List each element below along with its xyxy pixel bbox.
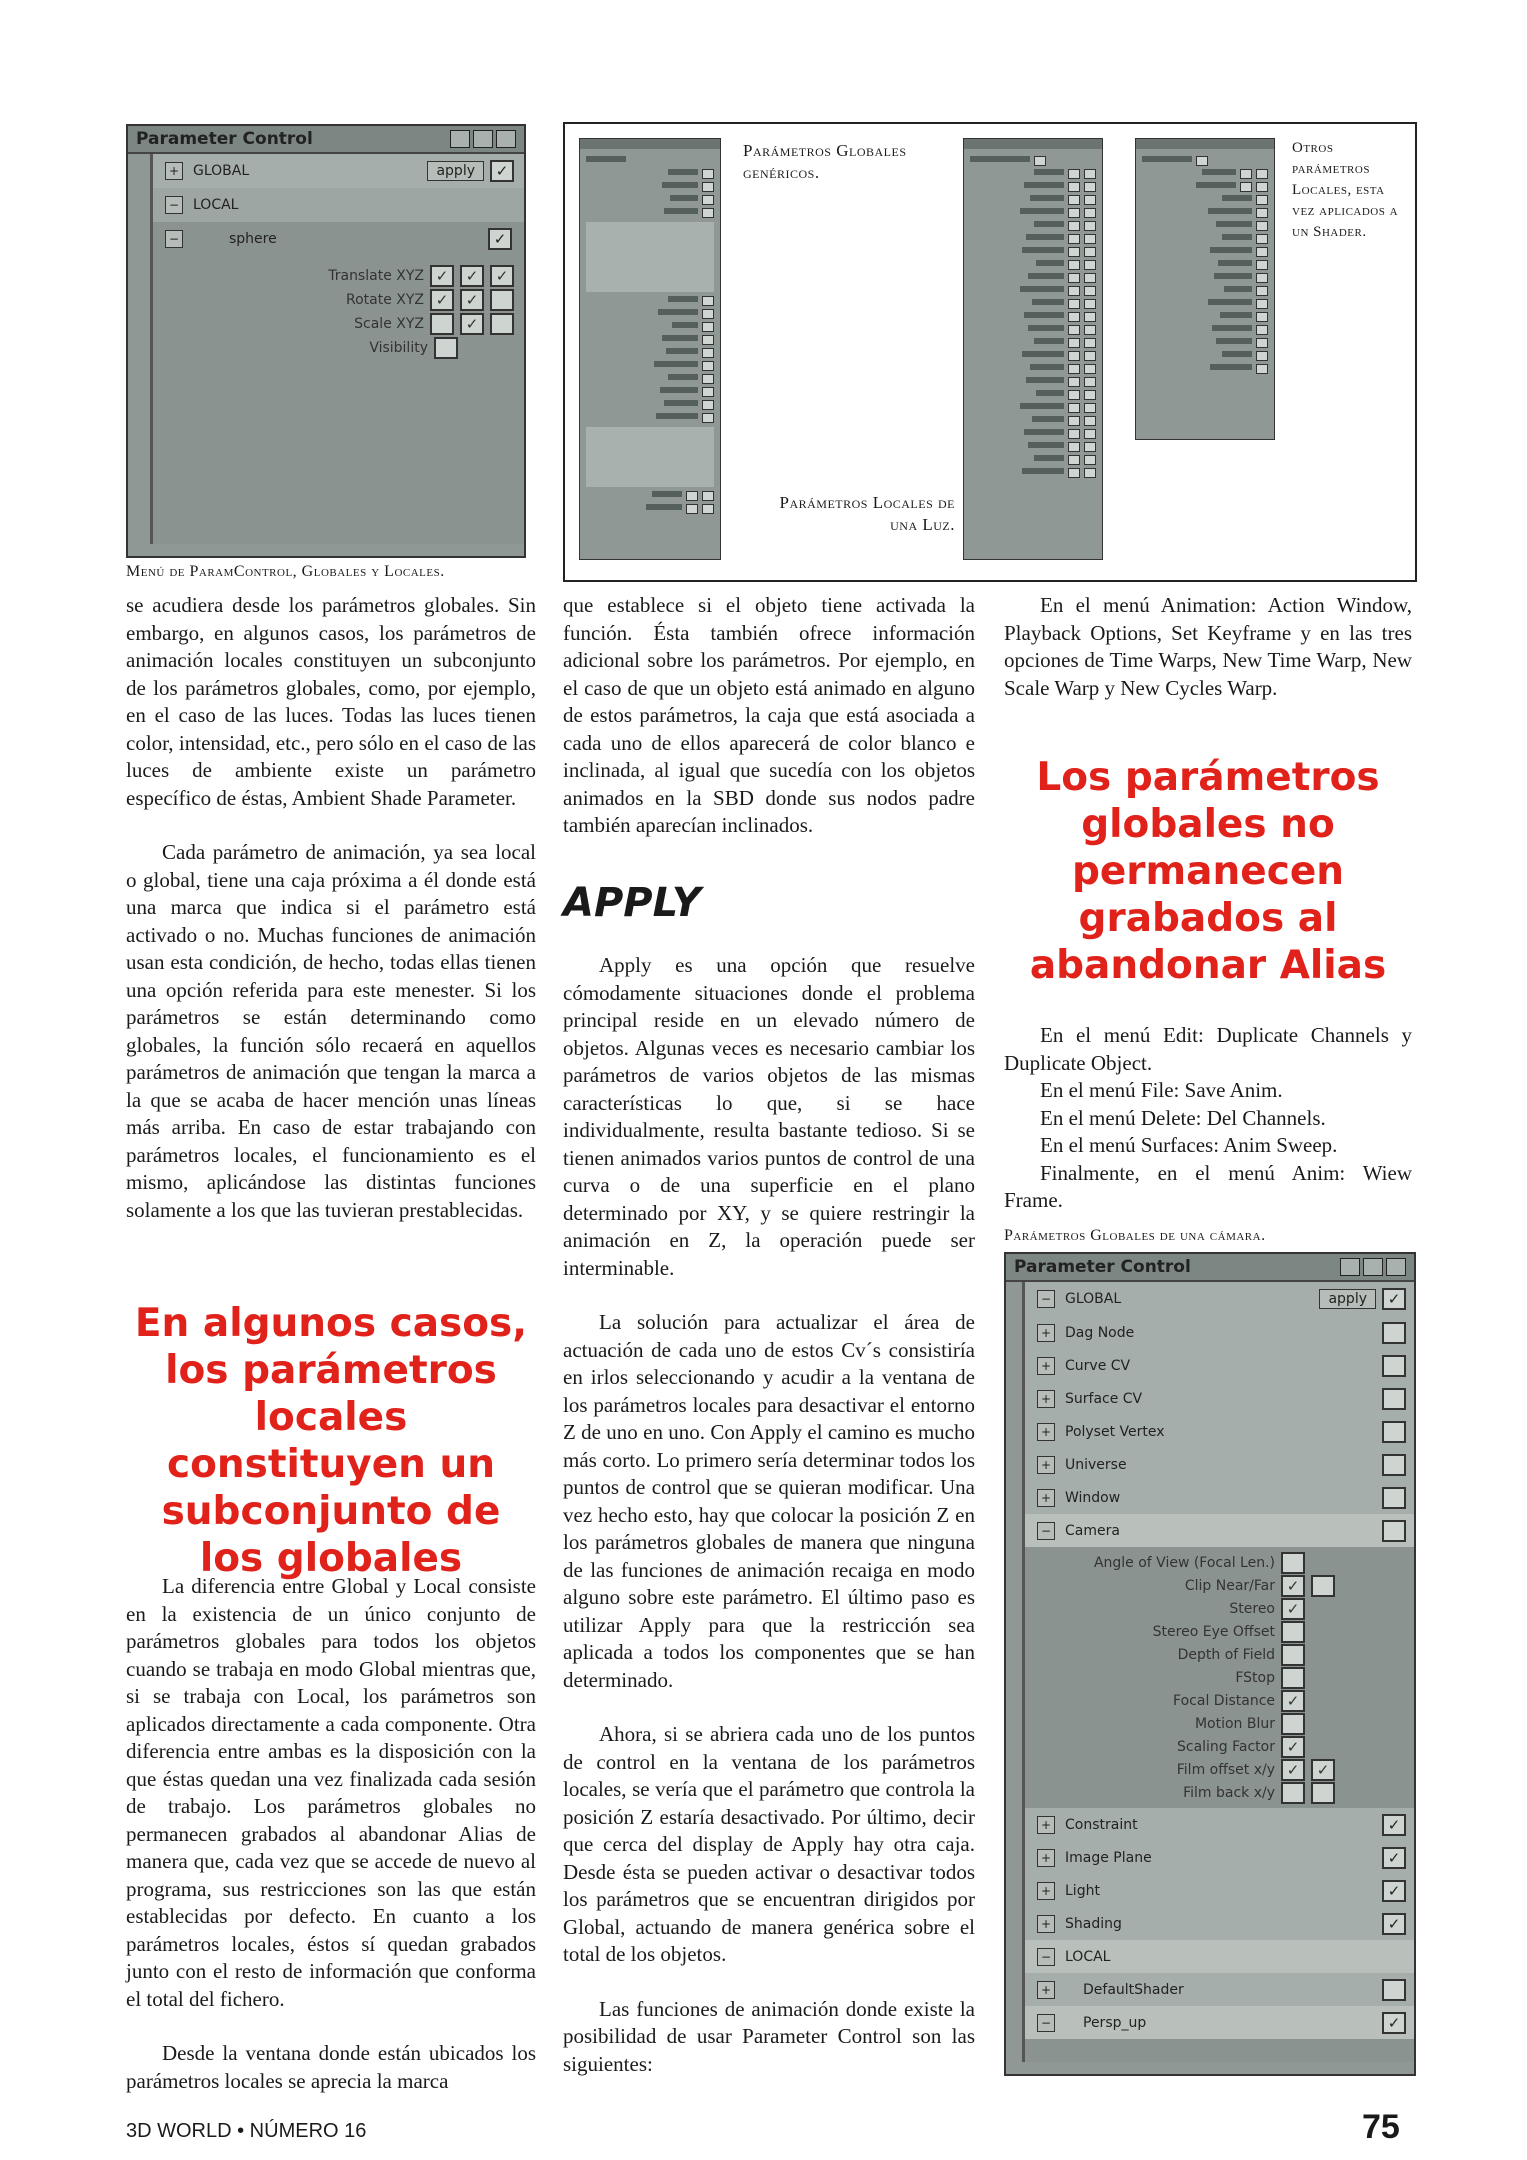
camera-param: Stereo ✓ — [1025, 1597, 1335, 1620]
camera-param: Clip Near/Far ✓ — [1025, 1574, 1335, 1597]
camera-param: Focal Distance ✓ — [1025, 1689, 1335, 1712]
window-button-icon[interactable] — [1340, 1258, 1360, 1276]
local-persp-up[interactable]: − Persp_up ✓ — [1025, 2006, 1414, 2039]
checkbox[interactable]: ✓ — [430, 289, 454, 311]
expand-icon[interactable]: + — [1037, 1816, 1055, 1834]
expand-icon[interactable]: − — [165, 196, 183, 214]
param-control-window-small — [126, 124, 526, 558]
camera-param: Stereo Eye Offset — [1025, 1620, 1335, 1643]
global-checkbox[interactable]: ✓ — [490, 160, 514, 182]
checkbox[interactable]: ✓ — [1281, 1598, 1305, 1620]
checkbox[interactable]: ✓ — [460, 313, 484, 335]
paragraph: Cada parámetro de animación, ya sea local o global, tiene una caja próxima a él donde está una marca que indica si el parámetro está activado o no. Muchas funciones de animación usan esta condición, de hecho, todas ellas tienen una opción referida para este menester. Si los parámetros se están determinando como globales, la función sólo recaerá en aquellos parámetros de animación que tengan la marca a la que se acaba de hacer mención unas líneas más arriba. En caso de estar trabajando con parámetros locales, el funcionamiento es el mismo, aplicándose las distintas funciones solamente a los que las tuvieran prestablecidas. — [126, 840, 536, 1222]
camera-param: Film offset x/y ✓ ✓ — [1025, 1758, 1335, 1781]
param-scale: Scale XYZ ✓ — [153, 312, 514, 336]
global-label: GLOBAL — [1065, 1291, 1122, 1307]
window-button-icon[interactable] — [496, 130, 516, 148]
category-camera[interactable]: − Camera — [1025, 1514, 1414, 1547]
param-translate: Translate XYZ ✓ ✓ ✓ — [153, 264, 514, 288]
local-light-window — [963, 138, 1103, 560]
param-control-window-camera — [1004, 1252, 1416, 2076]
camera-param: Scaling Factor ✓ — [1025, 1735, 1335, 1758]
checkbox[interactable]: ✓ — [1281, 1736, 1305, 1758]
paragraph: La diferencia entre Global y Local consiste en la existencia de un único conjunto de parámetros globales para todos los objetos cuando se trabaja en modo Global mientras que, si se trabaja con Local, los parámetros son aplicados directamente a cada componente. Otra diferencia entre ambas es la disposición con la que éstas quedan una vez finalizada cada sesión de trabajo. Los parámetros globales no permanecen grabados al abandonar Alias de manera que, cada vez que se accede de nuevo al programa, sus restricciones son las que están establecidas por defecto. En cuanto a los parámetros locales, éstos sí quedan grabados junto con el resto de información que conforma el total del fichero. — [126, 1574, 536, 2011]
camera-param: FStop — [1025, 1666, 1335, 1689]
checkbox[interactable] — [430, 313, 454, 335]
local-row[interactable] — [153, 188, 524, 222]
category-polyset-vertex[interactable]: + Polyset Vertex — [1025, 1415, 1414, 1448]
param-visibility: Visibility — [153, 336, 514, 360]
checkbox[interactable] — [1281, 1644, 1305, 1666]
sphere-row[interactable] — [153, 222, 524, 256]
local-default-shader[interactable]: + DefaultShader — [1025, 1973, 1414, 2006]
checkbox[interactable]: ✓ — [1281, 1690, 1305, 1712]
checkbox[interactable] — [1311, 1575, 1335, 1597]
checkbox[interactable]: ✓ — [1382, 1847, 1406, 1869]
expand-icon[interactable]: + — [1037, 1882, 1055, 1900]
expand-icon[interactable]: − — [1037, 1522, 1055, 1540]
caption-menu: Menú de ParamControl, Globales y Locales. — [126, 563, 445, 580]
local-row[interactable]: − LOCAL — [1025, 1940, 1414, 1973]
column-1-top — [126, 592, 536, 1251]
window-button-icon[interactable] — [1386, 1258, 1406, 1276]
sphere-checkbox[interactable]: ✓ — [488, 228, 512, 250]
expand-icon[interactable]: + — [1037, 1423, 1055, 1441]
paragraph: Las funciones de animación donde existe la posibilidad de usar Parameter Control son las siguientes: — [563, 1996, 975, 2076]
checkbox[interactable]: ✓ — [1281, 1575, 1305, 1597]
paragraph: En el menú Edit: Duplicate Channels y Duplicate Object. — [1004, 1023, 1412, 1075]
column-2-top — [563, 592, 975, 867]
page-number — [1362, 2108, 1400, 2147]
column-3-top — [1004, 592, 1412, 729]
checkbox[interactable]: ✓ — [1382, 1880, 1406, 1902]
checkbox[interactable]: ✓ — [1281, 1759, 1305, 1781]
paragraph: Ahora, si se abriera cada uno de los puntos de control en la ventana de los parámetros locales, se vería que el parámetro que controla la posición Z estaría desactivado. Por último, decir que cerca del display de Apply hay otra caja. Desde ésta se pueden activar o desactivar todos los parámetros que se encuentran dirigidos por Global, actuando de manera genérica sobre el total de los objetos. — [563, 1722, 975, 1966]
footer-magazine: 3D WORLD • NÚMERO 16 — [126, 2120, 367, 2142]
checkbox[interactable] — [1281, 1713, 1305, 1735]
checkbox[interactable]: ✓ — [1382, 1814, 1406, 1836]
window-button-icon[interactable] — [473, 130, 493, 148]
category-image-plane[interactable]: + Image Plane ✓ — [1025, 1841, 1414, 1874]
paragraph: En el menú File: Save Anim. — [1040, 1078, 1283, 1102]
category-window[interactable]: + Window — [1025, 1481, 1414, 1514]
caption-locales-luz: Parámetros Locales de una Luz. — [779, 493, 955, 534]
expand-icon[interactable]: + — [1037, 1489, 1055, 1507]
caption-camara: Parámetros Globales de una cámara. — [1004, 1227, 1266, 1244]
expand-icon[interactable]: + — [1037, 1390, 1055, 1408]
category-universe[interactable]: + Universe — [1025, 1448, 1414, 1481]
local-label: LOCAL — [193, 197, 239, 213]
window-button-icon[interactable] — [450, 130, 470, 148]
checkbox[interactable] — [1382, 1979, 1406, 2001]
window-titlebar — [128, 126, 524, 154]
paragraph: Apply es una opción que resuelve cómodamente situaciones donde el problema principal reside en un elevado número de objetos. Algunas veces es necesario cambiar los parámetros de varios objetos de las mismas características lo que, si se hace individualmente, resulta bastante tedioso. Si se tienen animados varios puntos de control de una curva o de una superficie en el plano determinado por XY, y se quiere restringir la animación en Z, la operación puede ser interminable. — [563, 953, 975, 1280]
checkbox[interactable] — [1281, 1621, 1305, 1643]
checkbox[interactable]: ✓ — [490, 265, 514, 287]
checkbox[interactable] — [490, 313, 514, 335]
checkbox[interactable]: ✓ — [1311, 1759, 1335, 1781]
expand-icon[interactable]: − — [1037, 1290, 1055, 1308]
expand-icon[interactable]: + — [1037, 1981, 1055, 1999]
heading-apply: APPLY — [563, 880, 701, 926]
caption-globales: Parámetros Globales genéricos. — [743, 141, 907, 182]
paragraph: Finalmente, en el menú Anim: Wiew Frame. — [1004, 1160, 1412, 1212]
paragraph: Desde la ventana donde están ubicados los parámetros locales se aprecia la marca — [126, 2041, 536, 2093]
local-shader-window — [1135, 138, 1275, 440]
checkbox[interactable] — [1281, 1667, 1305, 1689]
category-curve-cv[interactable]: + Curve CV — [1025, 1349, 1414, 1382]
camera-param: Depth of Field — [1025, 1643, 1335, 1666]
paragraph: En el menú Animation: Action Window, Playback Options, Set Keyframe y en las tres opciones de Time Warps, New Time Warp, New Scale Warp y New Cycles Warp. — [1004, 593, 1412, 700]
checkbox[interactable] — [1382, 1355, 1406, 1377]
param-rotate: Rotate XYZ ✓ ✓ — [153, 288, 514, 312]
checkbox[interactable]: ✓ — [460, 265, 484, 287]
window-button-icon[interactable] — [1363, 1258, 1383, 1276]
expand-icon[interactable]: + — [1037, 1324, 1055, 1342]
apply-button[interactable]: apply — [427, 161, 484, 181]
caption-otros: Otros parámetros Locales, esta vez aplicados a un Shader. — [1292, 140, 1399, 240]
pull-quote-1: En algunos casos, los parámetros locales constituyen un subconjunto de los globales — [134, 1301, 528, 1581]
checkbox[interactable] — [1281, 1552, 1305, 1574]
checkbox[interactable] — [1311, 1782, 1335, 1804]
camera-param: Film back x/y — [1025, 1781, 1335, 1804]
window-title: Parameter Control — [1014, 1257, 1191, 1277]
column-1-bottom — [126, 1573, 536, 2122]
expand-icon[interactable]: − — [1037, 1948, 1055, 1966]
column-2-bottom — [563, 952, 975, 2105]
global-params-window — [579, 138, 721, 560]
checkbox[interactable] — [1382, 1388, 1406, 1410]
category-surface-cv[interactable]: + Surface CV — [1025, 1382, 1414, 1415]
column-3-list — [1004, 1022, 1412, 1215]
checkbox[interactable] — [1382, 1421, 1406, 1443]
checkbox[interactable] — [1382, 1487, 1406, 1509]
paragraph: se acudiera desde los parámetros globales. Sin embargo, en algunos casos, los parámetros de animación locales constituyen un subconjunto de los parámetros globales, como, por ejemplo, en el caso de las luces. Todas las luces tienen color, intensidad, etc., pero sólo en el caso de las luces de ambiente existe un parámetro específico de éstas, Ambient Shade Parameter. — [126, 593, 536, 810]
figure-frame — [563, 122, 1417, 582]
global-label: GLOBAL — [193, 163, 250, 179]
camera-param: Motion Blur — [1025, 1712, 1335, 1735]
expand-icon[interactable]: − — [1037, 2014, 1055, 2032]
expand-icon[interactable]: − — [165, 230, 183, 248]
global-row[interactable] — [153, 154, 524, 188]
camera-param: Angle of View (Focal Len.) — [1025, 1551, 1335, 1574]
pull-quote-2: Los parámetros globales no permanecen grabados al abandonar Alias — [1029, 755, 1387, 988]
checkbox[interactable] — [1382, 1520, 1406, 1542]
expand-icon[interactable]: + — [1037, 1849, 1055, 1867]
checkbox[interactable] — [490, 289, 514, 311]
global-row[interactable] — [1025, 1282, 1414, 1316]
checkbox[interactable] — [1281, 1782, 1305, 1804]
expand-icon[interactable]: + — [1037, 1456, 1055, 1474]
category-dag-node[interactable]: + Dag Node — [1025, 1316, 1414, 1349]
expand-icon[interactable]: + — [1037, 1357, 1055, 1375]
paragraph: que establece si el objeto tiene activada la función. Ésta también ofrece información adicional sobre los parámetros. Por ejemplo, en el caso de que un objeto está animado en alguno de estos parámetros, la caja que está asociada a cada uno de ellos aparecerá de color blanco e inclinada, al igual que sucedía con los objetos animados en la SBD donde sus nodos padre también aparecían inclinados. — [563, 593, 975, 837]
expand-icon[interactable]: + — [165, 162, 183, 180]
category-constraint[interactable]: + Constraint ✓ — [1025, 1808, 1414, 1841]
global-checkbox[interactable]: ✓ — [1382, 1288, 1406, 1310]
category-light[interactable]: + Light ✓ — [1025, 1874, 1414, 1907]
sphere-label: sphere — [229, 231, 277, 247]
checkbox[interactable] — [1382, 1322, 1406, 1344]
checkbox[interactable]: ✓ — [460, 289, 484, 311]
paragraph: En el menú Surfaces: Anim Sweep. — [1040, 1133, 1338, 1157]
checkbox[interactable]: ✓ — [1382, 2012, 1406, 2034]
paragraph: En el menú Delete: Del Channels. — [1040, 1105, 1326, 1130]
window-title: Parameter Control — [136, 129, 313, 149]
apply-button[interactable]: apply — [1319, 1289, 1376, 1309]
page-number-text: 75 — [1362, 2108, 1400, 2146]
checkbox[interactable] — [434, 337, 458, 359]
paragraph: La solución para actualizar el área de actuación de cada uno de estos Cv´s consistiría en irlos seleccionando y acudir a la ventana de los parámetros locales para desactivar el entorno Z de uno en uno. Con Apply el camino es mucho más corto. Lo primero sería determinar todos los puntos de control que se quieran modificar. Una vez hecho esto, hay que colocar la posición Z en los parámetros globales de manera que ninguna de las funciones de animación recaiga en modo alguno sobre este parámetro. El último paso es utilizar Apply para que la restricción sea aplicada a todos los componentes que se han determinado. — [563, 1310, 975, 1692]
category-shading[interactable]: + Shading ✓ — [1025, 1907, 1414, 1940]
expand-icon[interactable]: + — [1037, 1915, 1055, 1933]
checkbox[interactable] — [1382, 1454, 1406, 1476]
checkbox[interactable]: ✓ — [430, 265, 454, 287]
checkbox[interactable]: ✓ — [1382, 1913, 1406, 1935]
window-titlebar — [1006, 1254, 1414, 1282]
